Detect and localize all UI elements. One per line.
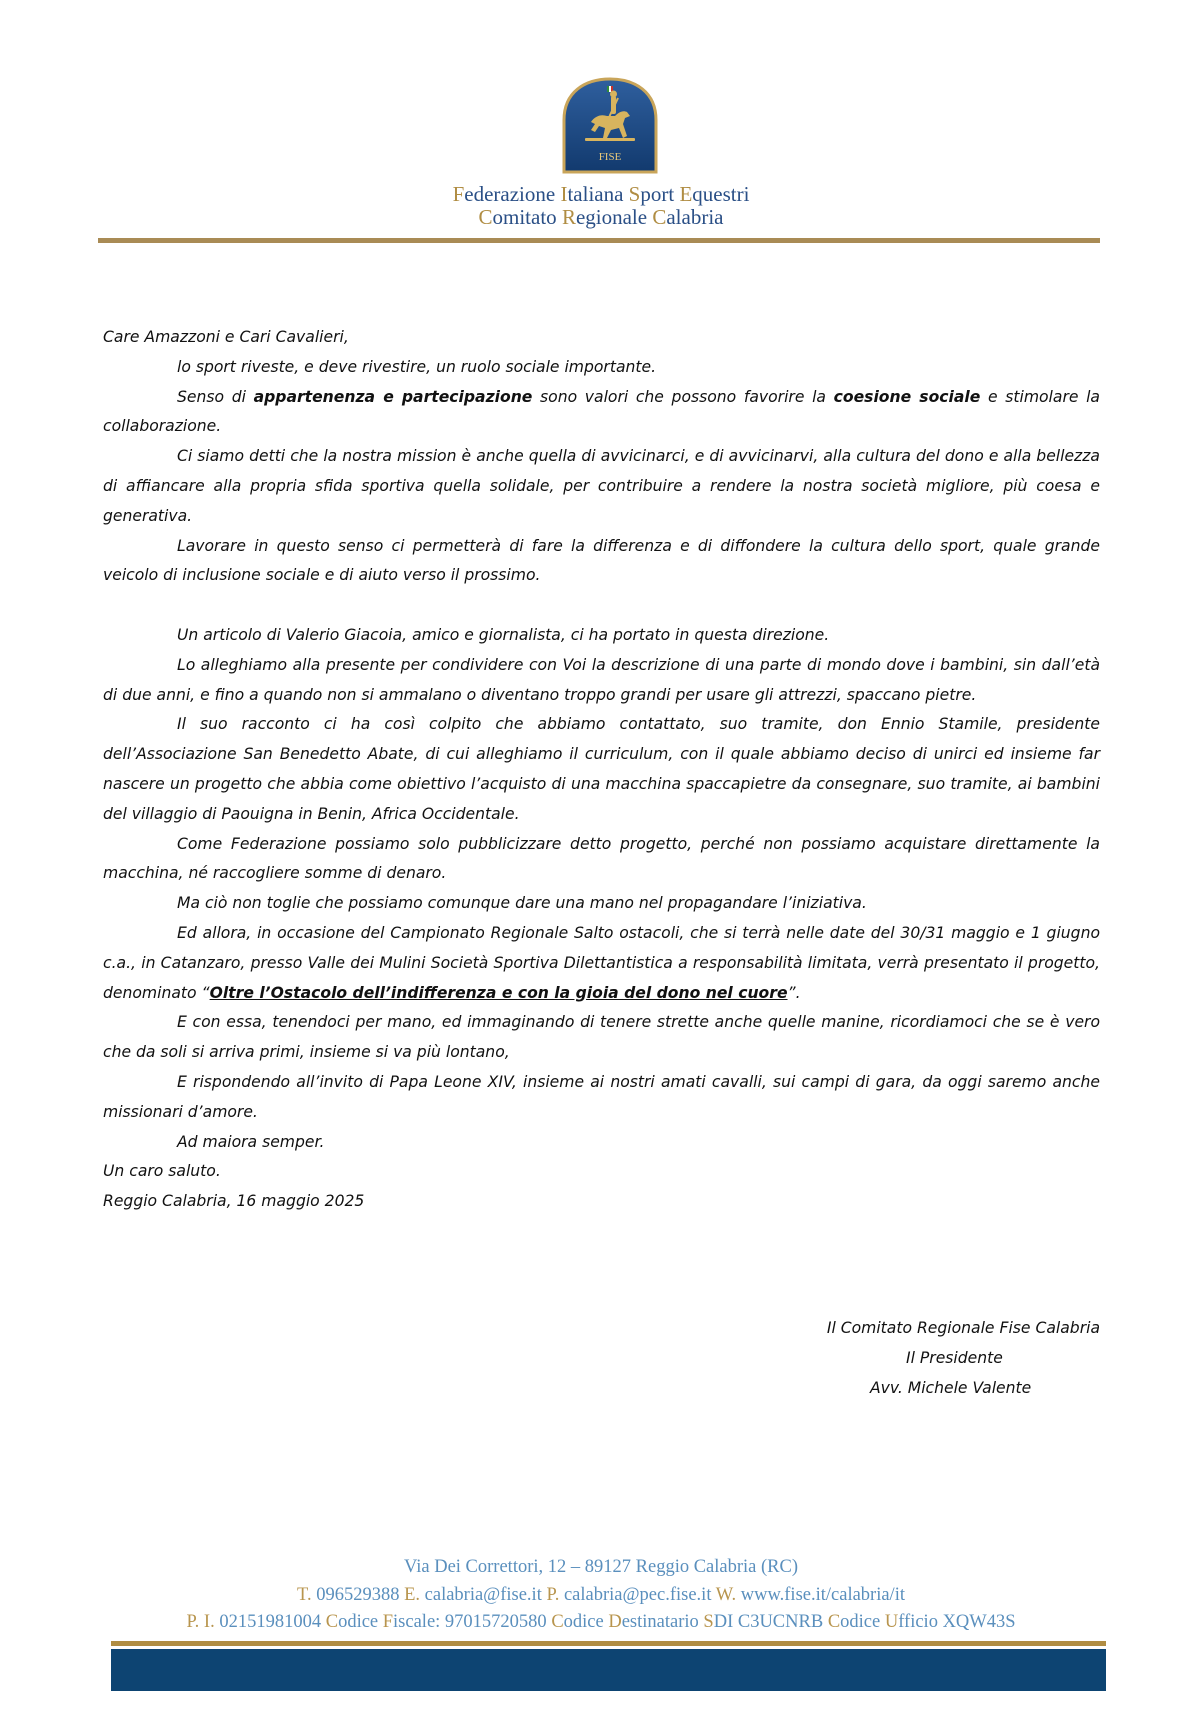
greeting: Care Amazzoni e Cari Cavalieri, [103, 328, 349, 346]
paragraph: Ed allora, in occasione del Campionato Regionale Salto ostacoli, che si terrà nelle date del 30/31 maggio e 1 giugno c.a., in Catanzaro, presso Valle dei Mulini Società Sportiva Dilettantistica a responsabilità limitata, verrà presentato il progetto, denominato “Oltre l’Ostacolo dell’indifferenza e con la gioia del dono nel cuore”. [103, 923, 1100, 1002]
header-divider [98, 238, 1100, 243]
regional-committee-name: Comitato Regionale Calabria [478, 205, 724, 229]
paragraph: Ad maiora semper. [177, 1132, 325, 1151]
paragraph: lo sport riveste, e deve rivestire, un ruolo sociale importante. [177, 357, 657, 376]
paragraph: E rispondendo all’invito di Papa Leone XIV, insieme ai nostri amati cavalli, sui campi di gara, da oggi saremo anche missionari d’amore. [103, 1072, 1100, 1121]
paragraph: Senso di appartenenza e partecipazione sono valori che possono favorire la coesione sociale e stimolare la collaborazione. [103, 387, 1100, 436]
closing: Un caro saluto. [103, 1162, 221, 1181]
paragraph: Ma ciò non toglie che possiamo comunque dare una mano nel propagandare l’iniziativa. [177, 894, 867, 913]
paragraph: Ci siamo detti che la nostra mission è anche quella di avvicinarci, e di avvicinarvi, alla cultura del dono e alla bellezza di affiancare alla propria sfida sportiva quella solidale, per contribuire a rendere la nostra società migliore, più coesa e generativa. [103, 447, 1100, 525]
project-name: Oltre l’Ostacolo dell’indifferenza e con la gioia del dono nel cuore [209, 983, 788, 1002]
signature-role: Il Presidente [906, 1349, 1003, 1367]
signature-committee: Il Comitato Regionale Fise Calabria [826, 1319, 1100, 1337]
paragraph: Lavorare in questo senso ci permetterà di fare la differenza e di diffondere la cultura dello sport, quale grande veicolo di inclusione sociale e di aiuto verso il prossimo. [103, 536, 1100, 585]
letter-body [103, 323, 1100, 1217]
footer-contacts: T. 096529388 E. calabria@fise.it P. calabria@pec.fise.it W. www.fise.it/calabria/it [297, 1585, 905, 1605]
federation-name: Federazione Italiana Sport Equestri [452, 182, 750, 206]
footer-address: Via Dei Correttori, 12 – 89127 Reggio Calabria (RC) [404, 1557, 798, 1577]
footer-band [111, 1649, 1106, 1691]
paragraph: Un articolo di Valerio Giacoia, amico e giornalista, ci ha portato in questa direzione. [177, 625, 830, 644]
paragraph: Il suo racconto ci ha così colpito che abbiamo contattato, suo tramite, don Ennio Stamile, presidente dell’Associazione San Benedetto Abate, di cui alleghiamo il curriculum, con il quale abbiamo deciso di unirci ed insieme far nascere un progetto che abbia come obiettivo l’acquisto di una macchina spaccapietre da consegnare, suo tramite, ai bambini del villaggio di Paouigna in Benin, Africa Occidentale. [103, 715, 1100, 823]
paragraph: Lo alleghiamo alla presente per condividere con Voi la descrizione di una parte di mondo dove i bambini, sin dall’età di due anni, e fino a quando non si ammalano o diventano troppo grandi per usare gli attrezzi, spaccano pietre. [103, 655, 1100, 704]
paragraph: Come Federazione possiamo solo pubblicizzare detto progetto, perché non possiamo acquistare direttamente la macchina, né raccogliere somme di denaro. [103, 834, 1100, 883]
footer-fiscal-info: P. I. 02151981004 Codice Fiscale: 97015720580 Codice Destinatario SDI C3UCNRB Codice Ufficio XQW43S [186, 1612, 1016, 1632]
footer-divider [111, 1641, 1106, 1646]
signature-name: Avv. Michele Valente [870, 1379, 1032, 1397]
svg-text:FISE: FISE [598, 151, 622, 163]
paragraph: E con essa, tenendoci per mano, ed immaginando di tenere strette anche quelle manine, ricordiamoci che se è vero che da soli si arriva primi, insieme si va più lontano, [103, 1013, 1100, 1062]
place-date: Reggio Calabria, 16 maggio 2025 [103, 1192, 365, 1211]
fise-logo [561, 76, 659, 176]
